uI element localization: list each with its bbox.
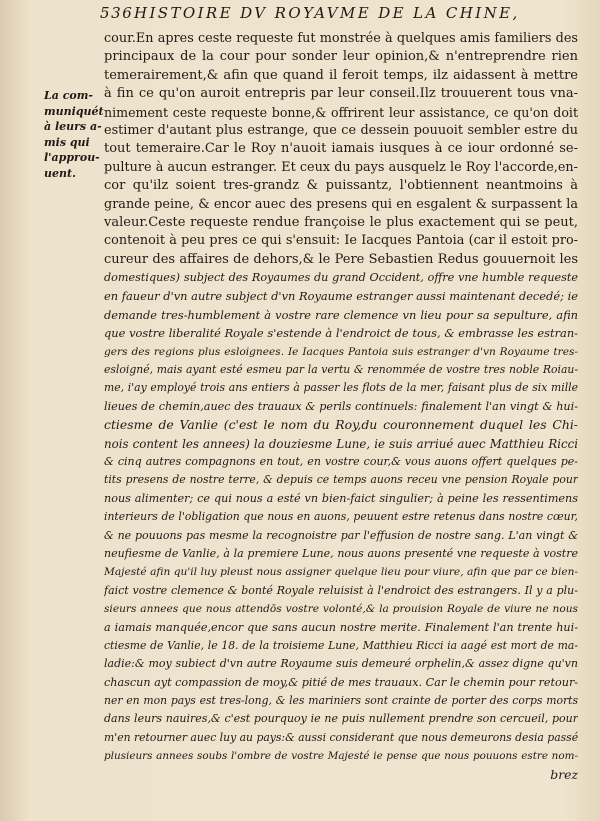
text-line: tits presens de nostre terre, & depuis ce temps auons receu vne pension Royale pour xyxy=(104,473,578,487)
text-line: ner en mon pays est tres-long, & les mariniers sont crainte de porter des corps morts xyxy=(104,694,578,708)
marginal-note-line: La com- xyxy=(44,89,93,102)
text-line: cor qu'ilz soient tres-grandz & puissantz, l'obtiennent neantmoins à xyxy=(104,178,578,194)
text-line: lieues de chemin,auec des trauaux & perils continuels: finalement l'an vingt & hui- xyxy=(104,399,578,413)
text-line: nois content les annees) la douziesme Lune, ie suis arriué auec Matthieu Ricci xyxy=(104,436,578,451)
marginal-note xyxy=(44,88,104,182)
text-line: Majesté afin qu'il luy pleust nous assigner quelque lieu pour viure, afin que par ce bien- xyxy=(104,566,578,579)
text-line: cureur des affaires de dehors,& le Pere Sebastien Redus gouuernoit les xyxy=(104,251,578,267)
text-line: domestiques) subject des Royaumes du grand Occident, offre vne humble requeste xyxy=(104,271,578,285)
marginal-note-line: à leurs a- xyxy=(44,120,102,134)
text-line: à fin ce qu'on auroit entrepris par leur conseil.Ilz trouuerent tous vna- xyxy=(104,86,578,102)
text-line: esloigné, mais ayant esté esmeu par la vertu & renommée de vostre tres noble Roiau- xyxy=(104,363,578,377)
text-line: cour.En apres ceste requeste fut monstrée à quelques amis familiers des xyxy=(104,31,578,46)
text-line: brez xyxy=(550,766,578,782)
text-line: a iamais manquée,encor que sans aucun nostre merite. Finalement l'an trente hui- xyxy=(104,620,578,634)
text-line: pulture à aucun estranger. Et ceux du pays ausquelz le Roy l'accorde,en- xyxy=(104,159,578,175)
text-line: nimement ceste requeste bonne,& offrirent leur assistance, ce qu'on doit xyxy=(104,104,578,120)
text-line: ctiesme de Vanlie, le 18. de la troisieme Lune, Matthieu Ricci ia aagé est mort de ma- xyxy=(104,638,578,652)
text-line: plusieurs annees soubs l'ombre de vostre Majesté ie pense que nous pouuons estre nom- xyxy=(104,750,578,763)
text-line: m'en retourner auec luy au pays:& aussi considerant que nous demeurons desia passé xyxy=(104,730,578,744)
text-line: principaux de la cour pour sonder leur opinion,& n'entreprendre rien xyxy=(104,49,578,65)
text-line: nous alimenter; ce qui nous a esté vn bien-faict singulier; à peine les ressentimens xyxy=(104,491,578,505)
text-line: valeur.Ceste requeste rendue françoise le plus exactement qui se peut, xyxy=(104,214,578,230)
text-line: ladie:& moy subiect d'vn autre Royaume suis demeuré orphelin,& assez digne qu'vn xyxy=(104,657,578,671)
text-line: estimer d'autant plus estrange, que ce dessein pouuoit sembler estre du xyxy=(104,122,578,138)
text-line: demande tres-humblement à vostre rare clemence vn lieu pour sa sepulture, afin xyxy=(104,307,578,322)
text-line: neufiesme de Vanlie, à la premiere Lune, nous auons presenté vne requeste à vostre xyxy=(104,546,578,560)
text-line: interieurs de l'obligation que nous en auons, peuuent estre retenus dans nostre cœur, xyxy=(104,510,578,524)
text-line: sieurs annees que nous attendōs vostre volonté,& la prouision Royale de viure ne nous xyxy=(104,603,578,616)
text-line: grande peine, & encor auec des presens qui en esgalent & surpassent la xyxy=(104,196,578,212)
text-line: temerairement,& afin que quand il feroit temps, ilz aidassent à mettre xyxy=(104,67,578,83)
text-line: gers des regions plus esloignees. Ie Iacques Pantoia suis estranger d'vn Royaume tres- xyxy=(104,345,578,358)
body-text xyxy=(104,30,578,784)
text-line: en faueur d'vn autre subject d'vn Royaume estranger aussi maintenant decedé; ie xyxy=(104,289,578,304)
text-line: & cinq autres compagnons en tout, en vostre cour,& vous auons offert quelques pe- xyxy=(104,454,578,468)
page-number: 536 xyxy=(100,4,134,22)
text-line: dans leurs nauires,& c'est pourquoy ie ne puis nullement prendre son cercueil, pour xyxy=(104,712,578,726)
text-line: faict vostre clemence & bonté Royale reluisist à l'endroict des estrangers. Il y a plu- xyxy=(104,583,578,597)
page-header xyxy=(100,4,580,28)
marginal-note-line: uent. xyxy=(44,166,76,180)
running-title: HISTOIRE DV ROYAVME DE LA CHINE, xyxy=(134,4,520,22)
marginal-note-line: muniquét xyxy=(44,104,104,118)
text-line: tout temeraire.Car le Roy n'auoit iamais iusques à ce iour ordonné se- xyxy=(104,141,578,157)
text-line: & ne pouuons pas mesme la recognoistre par l'effusion de nostre sang. L'an vingt & xyxy=(104,528,578,542)
text-line: ctiesme de Vanlie (c'est le nom du Roy,du couronnement duquel les Chi- xyxy=(104,417,578,433)
text-line: me, i'ay employé trois ans entiers à passer les flots de la mer, faisant plus de six mille xyxy=(104,381,578,395)
text-line: chascun ayt compassion de moy,& pitié de mes trauaux. Car le chemin pour retour- xyxy=(104,675,578,689)
text-line: que vostre liberalité Royale s'estende à l'endroict de tous, & embrasse les estran- xyxy=(104,326,578,341)
marginal-note-line: l'approu- xyxy=(44,151,100,165)
text-line: contenoit à peu pres ce qui s'ensuit: Ie Iacques Pantoia (car il estoit pro- xyxy=(104,233,578,249)
marginal-note-line: mis qui xyxy=(44,135,90,149)
